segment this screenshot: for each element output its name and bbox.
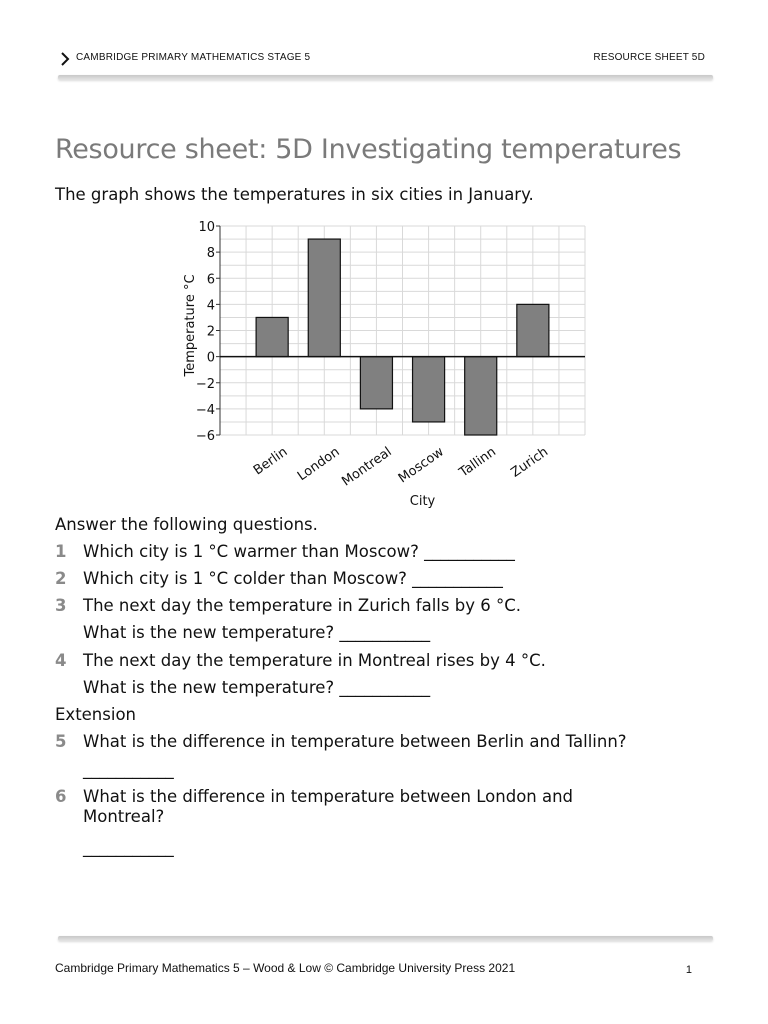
question-text: ___________ bbox=[83, 838, 174, 857]
bar-moscow bbox=[413, 357, 445, 422]
intro-text: The graph shows the temperatures in six cities in January. bbox=[55, 185, 534, 204]
x-tick-label: Moscow bbox=[395, 444, 447, 487]
y-tick-label: 4 bbox=[206, 298, 215, 314]
question-text: The next day the temperature in Montreal rises by 4 °C. bbox=[83, 651, 546, 670]
y-tick-label: −6 bbox=[195, 429, 215, 444]
y-axis-title: Temperature °C bbox=[183, 274, 198, 377]
question-text: What is the difference in temperature between London and bbox=[83, 787, 574, 806]
page-number: 1 bbox=[685, 964, 692, 976]
bar-tallinn bbox=[465, 357, 497, 435]
footer-divider bbox=[58, 936, 713, 941]
y-tick-label: 2 bbox=[206, 324, 215, 340]
header-series-title: CAMBRIDGE PRIMARY MATHEMATICS STAGE 5 bbox=[76, 52, 311, 63]
question-number: 3 bbox=[55, 596, 67, 615]
y-tick-label: 10 bbox=[198, 220, 215, 235]
question-number: 4 bbox=[55, 651, 67, 670]
x-tick-label: Tallinn bbox=[456, 444, 499, 481]
question-text: What is the new temperature? ___________ bbox=[83, 678, 431, 697]
header-sheet-id: RESOURCE SHEET 5D bbox=[593, 52, 705, 63]
page-title: Resource sheet: 5D Investigating temperatures bbox=[55, 134, 682, 165]
question-number: 5 bbox=[55, 732, 67, 751]
question-number: 6 bbox=[55, 787, 67, 806]
bar-montreal bbox=[360, 357, 392, 409]
question-number: 2 bbox=[55, 569, 67, 588]
bar-berlin bbox=[256, 317, 288, 356]
y-tick-label: 8 bbox=[206, 246, 215, 262]
question-text: The next day the temperature in Zurich falls by 6 °C. bbox=[83, 596, 521, 615]
bar-zurich bbox=[517, 304, 549, 356]
chart-svg bbox=[180, 214, 590, 510]
question-text: ___________ bbox=[83, 760, 174, 779]
chevron-right-icon bbox=[58, 52, 72, 66]
y-tick-label: −4 bbox=[195, 402, 215, 418]
x-tick-label: Montreal bbox=[339, 444, 395, 490]
extension-label: Extension bbox=[55, 705, 137, 724]
question-number: 1 bbox=[55, 542, 67, 561]
question-text: Montreal? bbox=[83, 807, 165, 826]
x-tick-label: Zurich bbox=[508, 444, 552, 481]
bar-london bbox=[308, 239, 340, 357]
question-text: Which city is 1 °C colder than Moscow? ___________ bbox=[83, 569, 503, 588]
question-text: What is the difference in temperature between Berlin and Tallinn? bbox=[83, 732, 627, 751]
x-axis-title: City bbox=[409, 494, 436, 509]
question-text: What is the new temperature? ___________ bbox=[83, 623, 431, 642]
y-tick-label: 0 bbox=[206, 350, 215, 366]
footer-copyright: Cambridge Primary Mathematics 5 – Wood & Low © Cambridge University Press 2021 bbox=[55, 961, 516, 975]
y-tick-label: 6 bbox=[206, 272, 215, 288]
header-divider bbox=[58, 75, 713, 80]
question-text: Which city is 1 °C warmer than Moscow? ___________ bbox=[83, 542, 515, 561]
answer-intro: Answer the following questions. bbox=[55, 515, 318, 534]
x-tick-label: Berlin bbox=[250, 444, 291, 479]
x-tick-label: London bbox=[294, 444, 343, 485]
y-tick-label: −2 bbox=[195, 376, 215, 392]
temperature-chart bbox=[180, 214, 590, 510]
